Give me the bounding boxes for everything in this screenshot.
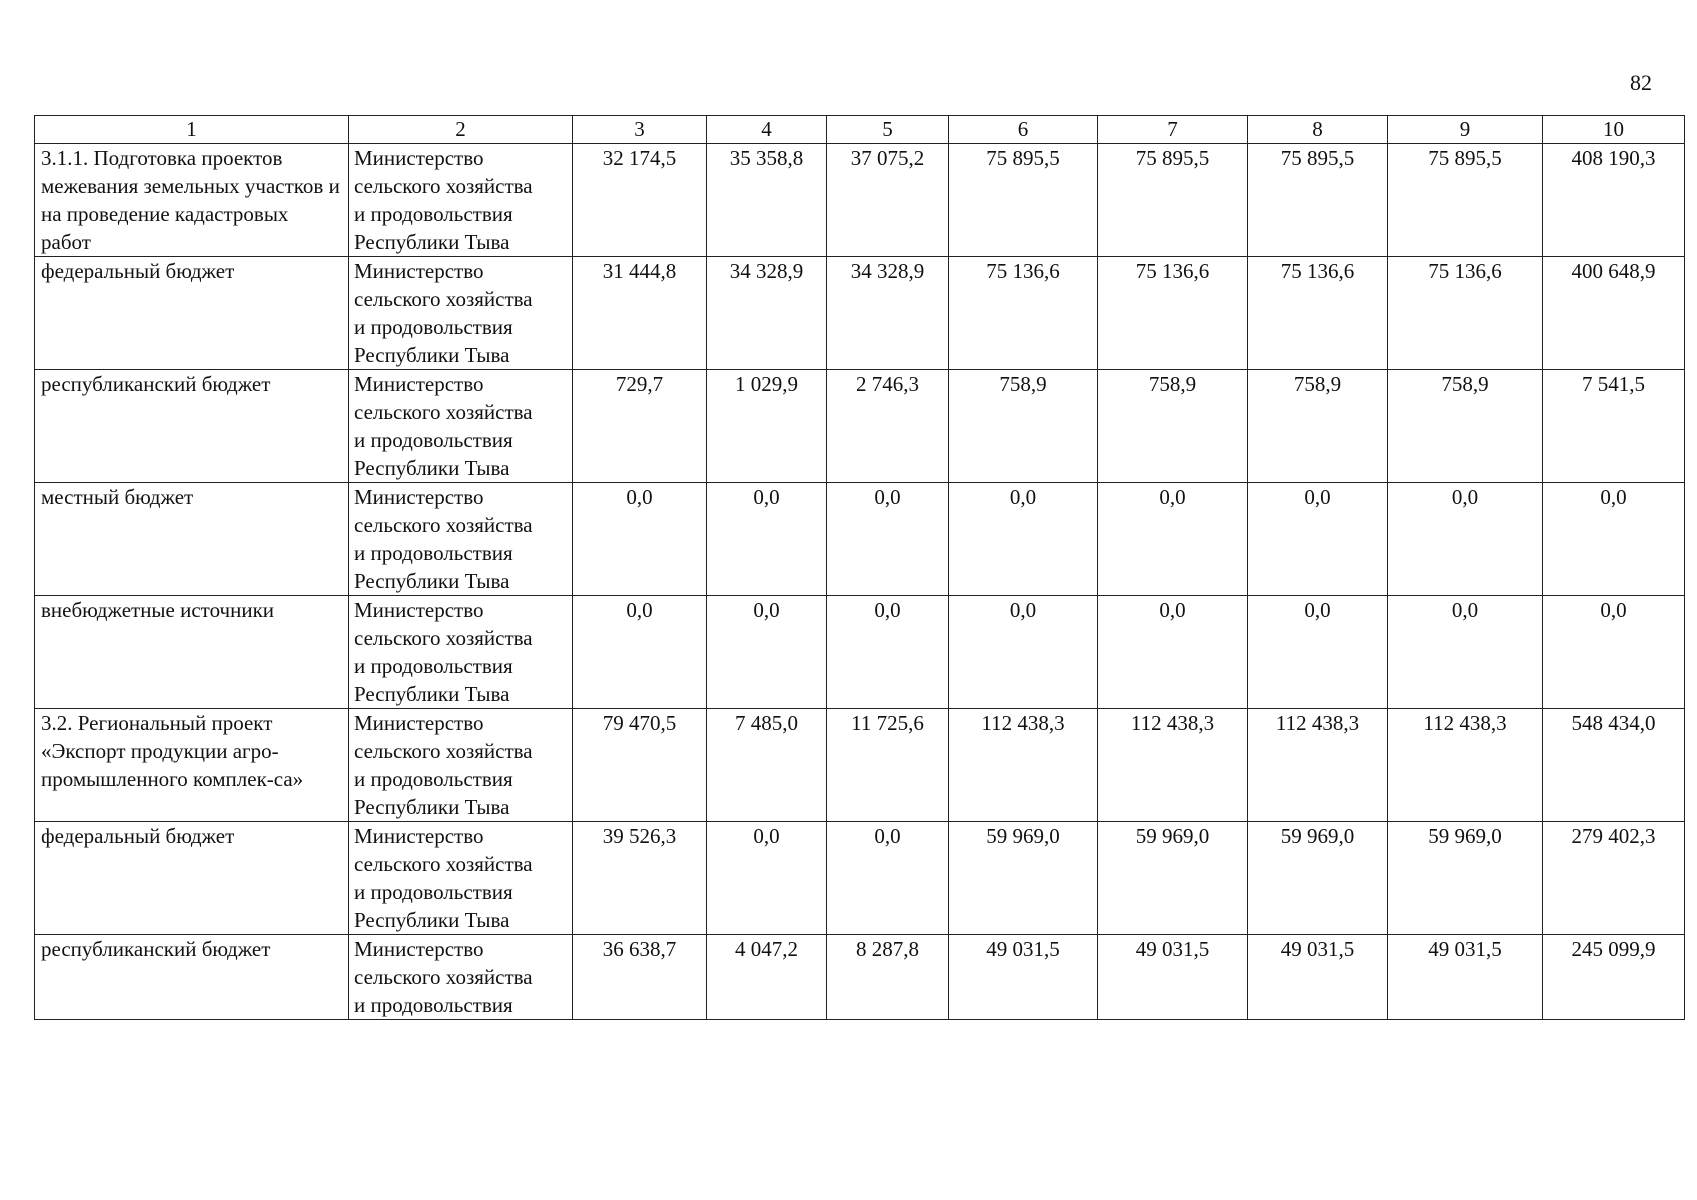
value-cell: 34 328,9: [707, 257, 827, 370]
value-cell: 49 031,5: [949, 935, 1098, 1020]
column-header: 10: [1543, 116, 1685, 144]
value-cell: 0,0: [949, 483, 1098, 596]
column-header: 6: [949, 116, 1098, 144]
table-row: [35, 935, 1685, 1020]
value-cell: 75 136,6: [949, 257, 1098, 370]
row-name: внебюджетные источники: [35, 596, 349, 709]
value-cell: 75 136,6: [1248, 257, 1388, 370]
value-cell: 0,0: [949, 596, 1098, 709]
total-cell: 0,0: [1543, 483, 1685, 596]
value-cell: 0,0: [1098, 596, 1248, 709]
total-cell: 408 190,3: [1543, 144, 1685, 257]
value-cell: 758,9: [1098, 370, 1248, 483]
value-cell: 37 075,2: [827, 144, 949, 257]
value-cell: 59 969,0: [949, 822, 1098, 935]
value-cell: 0,0: [573, 596, 707, 709]
value-cell: 0,0: [707, 483, 827, 596]
value-cell: 75 895,5: [1388, 144, 1543, 257]
column-header: 9: [1388, 116, 1543, 144]
table-row: [35, 257, 1685, 370]
responsible-org: Министерство сельского хозяйства и продовольствия: [349, 935, 573, 1020]
value-cell: 758,9: [1388, 370, 1543, 483]
row-name: республиканский бюджет: [35, 935, 349, 1020]
total-cell: 245 099,9: [1543, 935, 1685, 1020]
responsible-org: Министерство сельского хозяйства и продовольствия Республики Тыва: [349, 370, 573, 483]
column-header: 8: [1248, 116, 1388, 144]
value-cell: 112 438,3: [1098, 709, 1248, 822]
value-cell: 8 287,8: [827, 935, 949, 1020]
value-cell: 0,0: [827, 822, 949, 935]
responsible-org: Министерство сельского хозяйства и продовольствия Республики Тыва: [349, 144, 573, 257]
value-cell: 32 174,5: [573, 144, 707, 257]
value-cell: 35 358,8: [707, 144, 827, 257]
value-cell: 0,0: [1248, 483, 1388, 596]
value-cell: 112 438,3: [1248, 709, 1388, 822]
value-cell: 59 969,0: [1248, 822, 1388, 935]
total-cell: 0,0: [1543, 596, 1685, 709]
value-cell: 758,9: [949, 370, 1098, 483]
value-cell: 34 328,9: [827, 257, 949, 370]
column-header: 7: [1098, 116, 1248, 144]
value-cell: 758,9: [1248, 370, 1388, 483]
column-header: 2: [349, 116, 573, 144]
value-cell: 75 136,6: [1388, 257, 1543, 370]
responsible-org: Министерство сельского хозяйства и продовольствия Республики Тыва: [349, 257, 573, 370]
budget-table: [34, 115, 1685, 1020]
value-cell: 4 047,2: [707, 935, 827, 1020]
value-cell: 39 526,3: [573, 822, 707, 935]
table-row: [35, 370, 1685, 483]
table-row: [35, 483, 1685, 596]
value-cell: 0,0: [707, 822, 827, 935]
value-cell: 75 136,6: [1098, 257, 1248, 370]
value-cell: 31 444,8: [573, 257, 707, 370]
row-name: местный бюджет: [35, 483, 349, 596]
value-cell: 75 895,5: [1248, 144, 1388, 257]
page-number: 82: [1630, 70, 1652, 95]
responsible-org: Министерство сельского хозяйства и продовольствия Республики Тыва: [349, 709, 573, 822]
row-name: республиканский бюджет: [35, 370, 349, 483]
column-header: 5: [827, 116, 949, 144]
total-cell: 279 402,3: [1543, 822, 1685, 935]
value-cell: 0,0: [573, 483, 707, 596]
value-cell: 49 031,5: [1388, 935, 1543, 1020]
table-row: [35, 822, 1685, 935]
total-cell: 548 434,0: [1543, 709, 1685, 822]
row-name: 3.1.1. Подготовка проектов межевания земельных участков и на проведение кадастровых работ: [35, 144, 349, 257]
value-cell: 729,7: [573, 370, 707, 483]
value-cell: 11 725,6: [827, 709, 949, 822]
value-cell: 0,0: [827, 483, 949, 596]
row-name: федеральный бюджет: [35, 257, 349, 370]
table-row: [35, 596, 1685, 709]
value-cell: 0,0: [1248, 596, 1388, 709]
value-cell: 0,0: [1098, 483, 1248, 596]
value-cell: 1 029,9: [707, 370, 827, 483]
value-cell: 0,0: [1388, 596, 1543, 709]
responsible-org: Министерство сельского хозяйства и продовольствия Республики Тыва: [349, 822, 573, 935]
row-name: федеральный бюджет: [35, 822, 349, 935]
value-cell: 0,0: [707, 596, 827, 709]
responsible-org: Министерство сельского хозяйства и продовольствия Республики Тыва: [349, 596, 573, 709]
column-header: 4: [707, 116, 827, 144]
value-cell: 59 969,0: [1388, 822, 1543, 935]
row-name: 3.2. Региональный проект «Экспорт продукции агро-промышленного комплек-са»: [35, 709, 349, 822]
table-row: [35, 144, 1685, 257]
value-cell: 112 438,3: [949, 709, 1098, 822]
value-cell: 75 895,5: [1098, 144, 1248, 257]
value-cell: 36 638,7: [573, 935, 707, 1020]
value-cell: 59 969,0: [1098, 822, 1248, 935]
value-cell: 79 470,5: [573, 709, 707, 822]
column-number-row: [35, 116, 1685, 144]
total-cell: 400 648,9: [1543, 257, 1685, 370]
value-cell: 0,0: [1388, 483, 1543, 596]
column-header: 3: [573, 116, 707, 144]
value-cell: 49 031,5: [1098, 935, 1248, 1020]
table-row: [35, 709, 1685, 822]
responsible-org: Министерство сельского хозяйства и продовольствия Республики Тыва: [349, 483, 573, 596]
value-cell: 75 895,5: [949, 144, 1098, 257]
value-cell: 7 485,0: [707, 709, 827, 822]
value-cell: 49 031,5: [1248, 935, 1388, 1020]
value-cell: 2 746,3: [827, 370, 949, 483]
value-cell: 112 438,3: [1388, 709, 1543, 822]
value-cell: 0,0: [827, 596, 949, 709]
total-cell: 7 541,5: [1543, 370, 1685, 483]
column-header: 1: [35, 116, 349, 144]
